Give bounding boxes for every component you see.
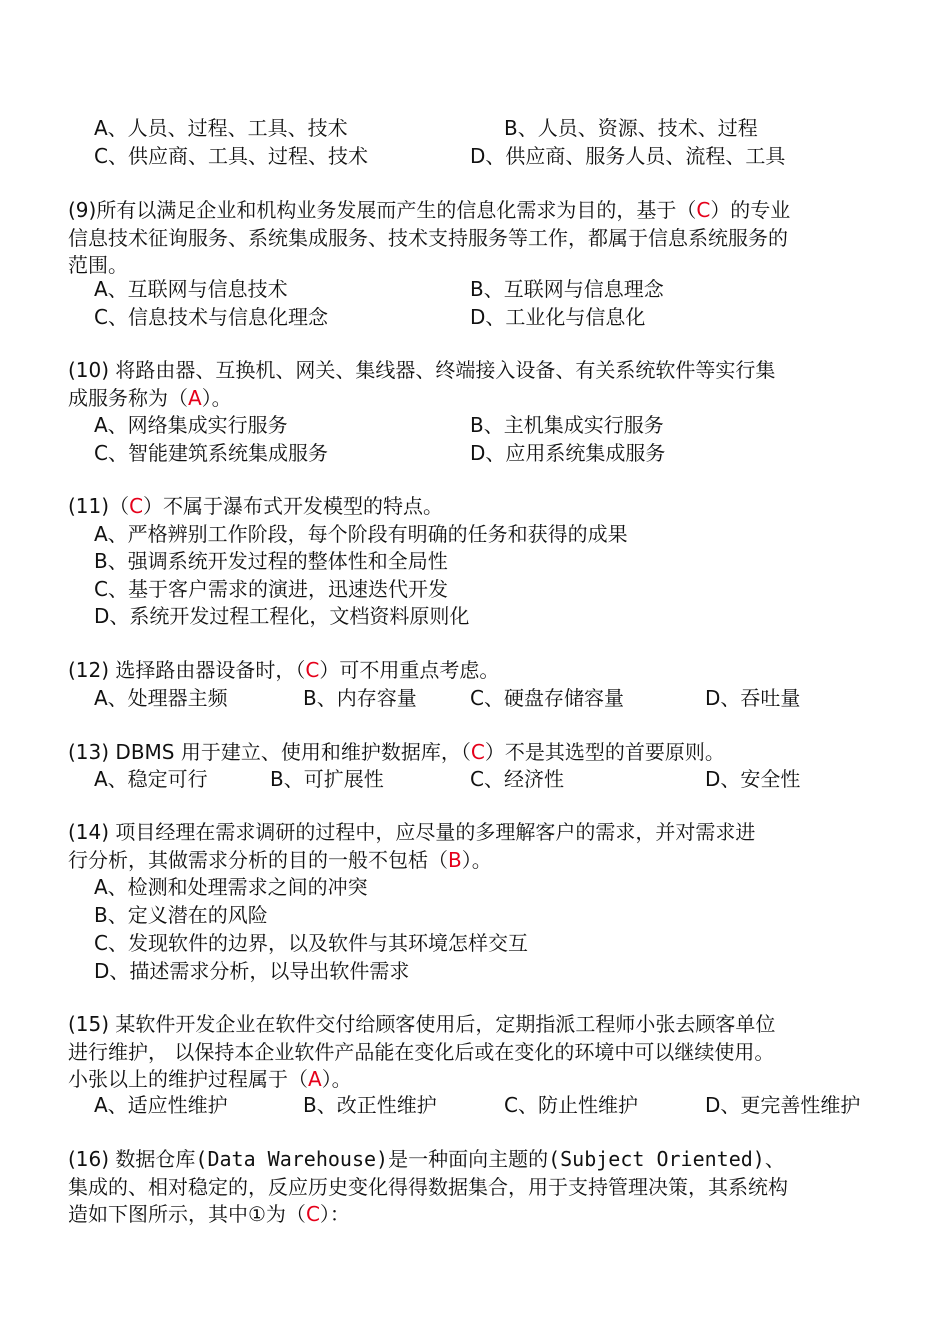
q11-option-d: D、系统开发过程工程化，文档资料原则化 [94,604,470,628]
q8-option-c: C、供应商、工具、过程、技术 [94,144,368,168]
q13-option-b: B、可扩展性 [270,767,384,791]
q14-line-2: 行分析，其做需求分析的目的一般不包栝（B）。 [68,848,492,872]
q10-answer: A [188,386,202,410]
q12-line-1: (12) 选择路由器设备时，（C）可不用重点考虑。 [68,658,500,682]
q11-number: (11) [68,494,110,518]
q16-line-2: 集成的、相对稳定的，反应历史变化得得数据集合，用于支持管理决策，其系统构 [68,1175,788,1199]
q10-line-1: (10) 将路由器、互换机、网关、集线器、终端接入设备、有关系统软件等实行集 [68,358,776,382]
q13-answer: C [470,740,485,764]
q15-line-1: (15) 某软件开发企业在软件交付给顾客使用后，定期指派工程师小张去顾客单位 [68,1012,776,1036]
q10-number: (10) [68,358,110,382]
q10-line-2: 成服务称为（A）。 [68,386,232,410]
q12-option-c: C、硬盘存储容量 [470,686,624,710]
q9-line-3: 范围。 [68,253,128,277]
q13-option-c: C、经济性 [470,767,564,791]
q10-option-a: A、网络集成实行服务 [94,413,288,437]
q14-line-1: (14) 项目经理在需求调研的过程中，应尽量的多理解客户的需求，并对需求进 [68,820,756,844]
q12-number: (12) [68,658,110,682]
q12-option-d: D、吞吐量 [705,686,801,710]
q11-answer: C [129,494,144,518]
q9-number: (9) [68,198,97,222]
q13-line-1: (13) DBMS 用于建立、使用和维护数据库，（C）不是其选型的首要原则。 [68,740,725,764]
q9-answer: C [696,198,711,222]
q14-option-d: D、描述需求分析，以导出软件需求 [94,959,410,983]
q16-number: (16) [68,1147,110,1171]
q12-option-b: B、内存容量 [303,686,417,710]
q15-line-2: 进行维护， 以保持本企业软件产品能在变化后或在变化的环境中可以继续使用。 [68,1040,775,1064]
q15-number: (15) [68,1012,110,1036]
q8-option-b: B、人员、资源、技术、过程 [504,116,758,140]
q9-option-a: A、互联网与信息技术 [94,277,288,301]
q15-option-d: D、更完善性维护 [705,1093,861,1117]
q14-option-b: B、定义潜在的风险 [94,903,268,927]
q15-answer: A [308,1067,322,1091]
q16-answer: C [305,1202,320,1226]
q11-line-1: (11)（C）不属于瀑布式开发模型的特点。 [68,494,444,518]
q10-option-d: D、应用系统集成服务 [470,441,666,465]
q15-option-b: B、改正性维护 [303,1093,437,1117]
q15-option-c: C、防止性维护 [504,1093,638,1117]
q9-option-c: C、信息技术与信息化理念 [94,305,328,329]
q9-option-b: B、互联网与信息理念 [470,277,664,301]
q10-option-b: B、主机集成实行服务 [470,413,664,437]
q9-line-1: (9)所有以满足企业和机构业务发展而产生的信息化需求为目的，基于（C）的专业 [68,198,791,222]
q16-line-3: 造如下图所示，其中①为（C）： [68,1202,350,1226]
q12-answer: C [305,658,320,682]
q16-line-1: (16) 数据仓库(Data Warehouse)是一种面向主题的(Subject Oriented)、 [68,1147,785,1171]
q13-number: (13) [68,740,110,764]
q15-line-3: 小张以上的维护过程属于（A）。 [68,1067,352,1091]
q14-option-c: C、发现软件的边界，以及软件与其环境怎样交互 [94,931,528,955]
q14-option-a: A、检测和处理需求之间的冲突 [94,875,368,899]
q9-line-2: 信息技术征询服务、系统集成服务、技术支持服务等工作，都属于信息系统服务的 [68,226,788,250]
q11-option-a: A、严格辨别工作阶段，每个阶段有明确的任务和获得的成果 [94,522,628,546]
q13-option-d: D、安全性 [705,767,801,791]
q8-option-a: A、人员、过程、工具、技术 [94,116,348,140]
q15-option-a: A、适应性维护 [94,1093,228,1117]
q11-option-b: B、强调系统开发过程的整体性和全局性 [94,549,448,573]
q13-option-a: A、稳定可行 [94,767,208,791]
q10-option-c: C、智能建筑系统集成服务 [94,441,328,465]
q12-option-a: A、处理器主频 [94,686,228,710]
q11-option-c: C、基于客户需求的演进，迅速迭代开发 [94,577,448,601]
q9-option-d: D、工业化与信息化 [470,305,646,329]
q8-option-d: D、供应商、服务人员、流程、工具 [470,144,786,168]
q14-number: (14) [68,820,110,844]
q14-answer: B [448,848,462,872]
